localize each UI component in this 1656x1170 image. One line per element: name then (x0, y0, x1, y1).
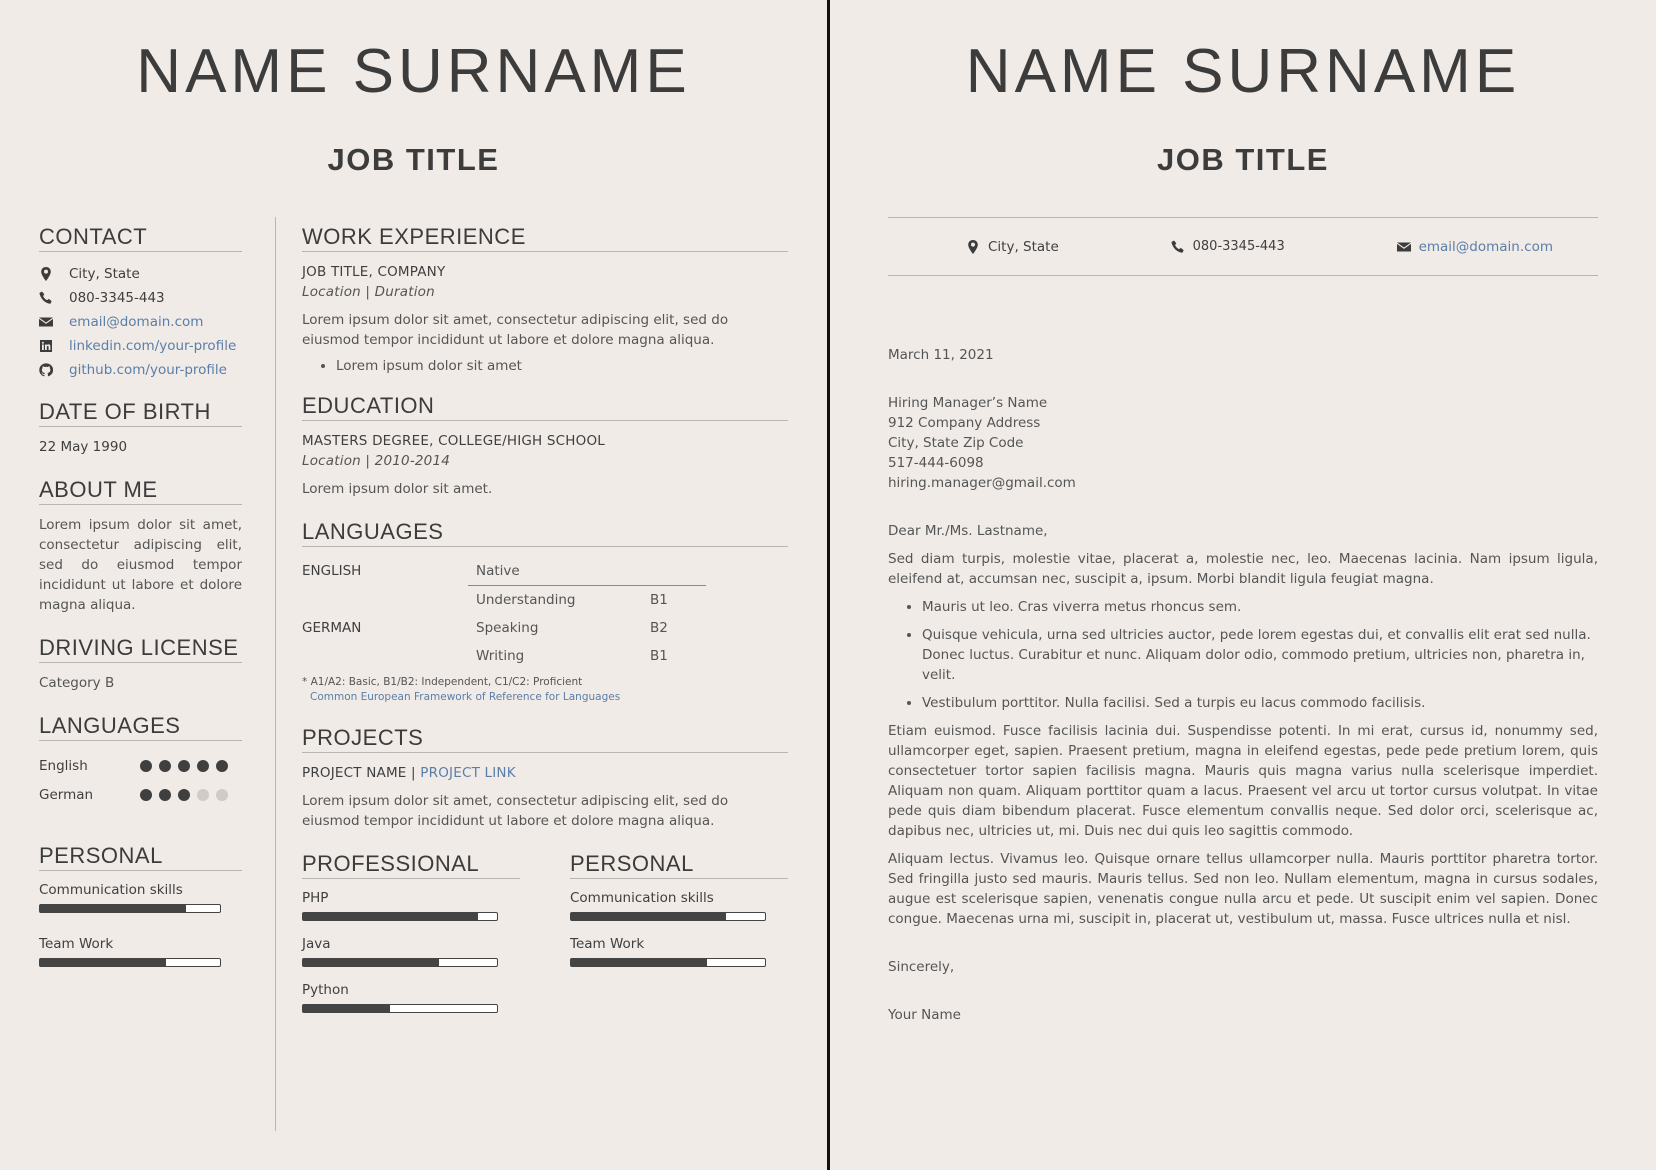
cover-job-title: JOB TITLE (1157, 142, 1329, 177)
professional-heading: PROFESSIONAL (302, 851, 520, 879)
column-divider (275, 217, 276, 1131)
english-label: ENGLISH (302, 563, 362, 580)
work-title: JOB TITLE, COMPANY (302, 264, 446, 280)
resume-page (0, 0, 827, 1170)
rating-dot-filled (140, 789, 152, 801)
german-label: GERMAN (302, 619, 362, 636)
linkedin-icon (39, 339, 69, 353)
cover-email-link[interactable]: email@domain.com (1418, 238, 1553, 255)
rating-dot-empty (197, 789, 209, 801)
driving-heading: DRIVING LICENSE (39, 635, 242, 663)
skill-bar-fill (571, 959, 707, 966)
education-meta: Location | 2010-2014 (302, 453, 451, 469)
letter-body (888, 345, 1598, 1025)
map-pin-icon (966, 240, 980, 254)
skill-bar-fill (40, 905, 186, 912)
linkedin-link[interactable]: linkedin.com/your-profile (69, 338, 237, 354)
rating-dot-filled (178, 760, 190, 772)
skill-bar (302, 912, 498, 921)
table-row (302, 557, 706, 586)
recipient-email: hiring.manager@gmail.com (888, 475, 1076, 491)
recipient-block (888, 393, 1598, 493)
skill-bar (570, 912, 766, 921)
languages-right-heading: LANGUAGES (302, 519, 788, 547)
github-link[interactable]: github.com/your-profile (69, 362, 227, 378)
cover-email (1397, 239, 1553, 255)
skill-label: Team Work (570, 936, 645, 952)
signature: Your Name (888, 1007, 961, 1023)
cover-contact-bar (888, 217, 1598, 276)
list-item: • Mauris ut leo. Cras viverra metus rhoncus sem. (922, 597, 1598, 617)
driving-value: Category B (39, 675, 115, 691)
dob-value: 22 May 1990 (39, 439, 128, 455)
skill-label: Java (302, 936, 331, 952)
personal-right-skills (570, 889, 766, 967)
contact-heading: CONTACT (39, 224, 242, 252)
skill-bar (302, 958, 498, 967)
skill-bar-fill (303, 1005, 390, 1012)
work-description: Lorem ipsum dolor sit amet, consectetur adipiscing elit, sed do eiusmod tempor incididunt ut labore et dolore magna aliqua. (302, 312, 729, 348)
personal-left-heading: PERSONAL (39, 843, 242, 871)
english-level: Native (468, 557, 706, 586)
phone-icon (39, 291, 69, 305)
personal-right-column (570, 851, 788, 1013)
cover-location: City, State (966, 239, 1059, 255)
cover-letter-page (830, 0, 1656, 1170)
cefr-note: * A1/A2: Basic, B1/B2: Independent, C1/C2: Proficient (302, 676, 583, 688)
language-table (302, 557, 706, 670)
resume-left-column (39, 224, 242, 967)
german-grade: B1 (650, 592, 668, 608)
contact-github (39, 358, 242, 382)
language-name: German (39, 786, 94, 803)
contact-phone: 080-3345-443 (39, 286, 242, 310)
letter-date: March 11, 2021 (888, 347, 994, 363)
skill-label: Python (302, 982, 349, 998)
about-text: Lorem ipsum dolor sit amet, consectetur adipiscing elit, sed do eiusmod tempor incididunt ut labore et dolore magna aliqua. (39, 517, 242, 613)
personal-right-heading: PERSONAL (570, 851, 788, 879)
resume-right-column (302, 224, 788, 1013)
education-heading: EDUCATION (302, 393, 788, 421)
map-pin-icon (39, 267, 69, 281)
work-bullets (302, 356, 788, 376)
work-bullet: • Lorem ipsum dolor sit amet (336, 356, 788, 376)
languages-left-heading: LANGUAGES (39, 713, 242, 741)
list-item: • Quisque vehicula, urna sed ultricies auctor, pede lorem egestas dui, et convallis elit erat sed nulla. Donec luctus. Curabitur et nunc. Aliquam dolor odio, commodo pretium, ultricies non, pharetra in, velit. (922, 625, 1598, 685)
skill-label: Communication skills (570, 890, 714, 906)
german-skill: Writing (476, 648, 525, 664)
phone-icon (1171, 240, 1185, 254)
work-heading: WORK EXPERIENCE (302, 224, 788, 252)
skill-bar (39, 904, 221, 913)
personal-left-skills (39, 881, 221, 967)
skill-bar-fill (303, 913, 478, 920)
cover-phone: 080-3345-443 (1171, 239, 1285, 254)
rating-dot-empty (216, 789, 228, 801)
cefr-link[interactable]: Common European Framework of Reference for Languages (310, 691, 621, 703)
resume-name: NAME SURNAME (136, 37, 691, 106)
contact-location: City, State (39, 262, 242, 286)
table-row (302, 586, 706, 615)
about-heading: ABOUT ME (39, 477, 242, 505)
skill-label: Team Work (39, 936, 114, 952)
resume-job-title: JOB TITLE (327, 142, 500, 177)
skill-bar (570, 958, 766, 967)
recipient-phone: 517-444-6098 (888, 455, 984, 471)
german-skill: Speaking (476, 620, 539, 636)
education-description: Lorem ipsum dolor sit amet. (302, 481, 493, 497)
cover-name: NAME SURNAME (965, 37, 1521, 106)
skill-bar-fill (571, 913, 726, 920)
list-item: • Vestibulum porttitor. Nulla facilisi. Sed a turpis eu lacus commodo facilisis. (922, 693, 1598, 713)
skill-bar-fill (303, 959, 439, 966)
skill-label: PHP (302, 890, 329, 906)
rating-dot-filled (178, 789, 190, 801)
rating-dot-filled (159, 789, 171, 801)
github-icon (39, 363, 69, 377)
envelope-icon (39, 315, 69, 329)
letter-bullets (888, 597, 1598, 713)
project-name: PROJECT NAME (302, 765, 407, 781)
language-rating-row (39, 780, 242, 809)
skills-columns (302, 851, 788, 1013)
language-rating-row (39, 751, 242, 780)
email-link[interactable]: email@domain.com (69, 314, 204, 330)
recipient-city: City, State Zip Code (888, 435, 1024, 451)
german-skill: Understanding (476, 592, 576, 608)
skill-bar-fill (40, 959, 166, 966)
education-title: MASTERS DEGREE, COLLEGE/HIGH SCHOOL (302, 433, 605, 449)
project-link[interactable]: PROJECT LINK (420, 765, 516, 781)
letter-paragraph-1: Sed diam turpis, molestie vitae, placerat a, molestie nec, leo. Maecenas lacinia. Nam ipsum ligula, eleifend at, accumsan nec, suscipit a, ipsum. Morbi blandit ligula feugiat magna. (888, 551, 1598, 587)
dob-heading: DATE OF BIRTH (39, 399, 242, 427)
german-grade: B1 (650, 648, 668, 664)
skill-label: Communication skills (39, 882, 183, 898)
rating-dot-filled (159, 760, 171, 772)
language-name: English (39, 757, 88, 774)
project-separator: | (406, 765, 421, 781)
project-description: Lorem ipsum dolor sit amet, consectetur adipiscing elit, sed do eiusmod tempor incididunt ut labore et dolore magna aliqua. (302, 793, 729, 829)
skill-bar (39, 958, 221, 967)
recipient-address: 912 Company Address (888, 415, 1041, 431)
skill-bar (302, 1004, 498, 1013)
project-title-line (302, 763, 788, 783)
german-grade: B2 (650, 620, 668, 636)
rating-dot-filled (140, 760, 152, 772)
contact-linkedin (39, 334, 242, 358)
rating-dot-filled (216, 760, 228, 772)
closing: Sincerely, (888, 959, 955, 975)
letter-paragraph-2: Etiam euismod. Fusce facilisis lacinia dui. Suspendisse potenti. In mi erat, cursus id, nonummy sed, ullamcorper eget, sapien. Praesent pretium, magna in eleifend egestas, pede pede pretium lorem, quis consectetuer tortor sapien facilisis magna. Mauris quis magna varius nulla scelerisque imperdiet. Aliquam non quam. Aliquam porttitor quam a lacus. Praesent vel arcu ut tortor cursus volutpat. In vitae pede quis diam bibendum placerat. Fusce elementum convallis neque. Sed dolor orci, scelerisque ac, dapibus nec, ultricies ut, mi. Duis nec dui quis leo sagittis commodo. (888, 723, 1598, 839)
recipient-name: Hiring Manager’s Name (888, 395, 1048, 411)
professional-column (302, 851, 520, 1013)
rating-dot-filled (197, 760, 209, 772)
envelope-icon (1397, 240, 1411, 254)
letter-paragraph-3: Aliquam lectus. Vivamus leo. Quisque ornare tellus ullamcorper nulla. Mauris porttitor pharetra tortor. Sed fringilla justo sed mauris. Mauris tellus. Sed non leo. Nullam elementum, magna in cursus sodales, augue est scelerisque sapien, venenatis congue nulla arcu et pede. Ut suscipit enim vel sapien. Donec congue. Maecenas urna mi, suscipit in, placerat ut, vestibulum ut, massa. Fusce ultrices nulla et nisl. (888, 851, 1598, 927)
work-meta: Location | Duration (302, 284, 435, 300)
projects-heading: PROJECTS (302, 725, 788, 753)
contact-email (39, 310, 242, 334)
professional-skills (302, 889, 498, 1013)
salutation: Dear Mr./Ms. Lastname, (888, 523, 1048, 539)
language-rating-list (39, 751, 242, 809)
